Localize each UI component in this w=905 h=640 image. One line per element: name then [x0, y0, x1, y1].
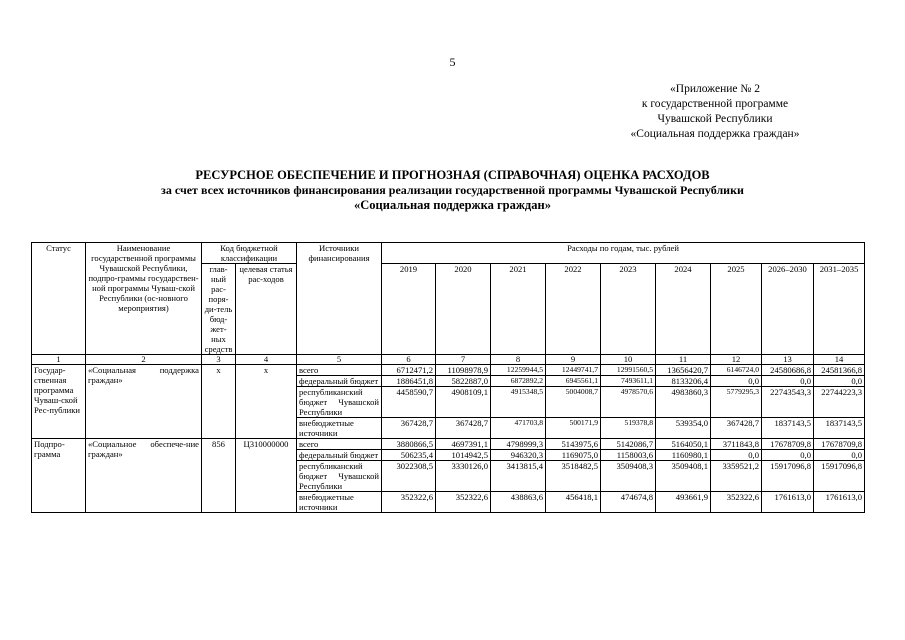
page-number: 5	[449, 55, 456, 69]
appendix-line: к государственной программе	[641, 98, 789, 110]
value-cell: 1014942,5	[436, 450, 491, 461]
value-cell: 3359521,2	[711, 461, 762, 492]
value-cell: 506235,4	[382, 450, 436, 461]
value-cell: 0,0	[762, 450, 814, 461]
value-cell: 11098978,9	[436, 365, 491, 376]
appendix-note	[585, 82, 845, 142]
header-year: 2024	[656, 264, 711, 355]
value-cell: 4915348,5	[491, 387, 546, 418]
value-cell: 474674,8	[601, 492, 656, 513]
value-cell: 1761613,0	[762, 492, 814, 513]
header-year: 2023	[601, 264, 656, 355]
value-cell: 3509408,1	[656, 461, 711, 492]
column-number: 12	[711, 355, 762, 365]
document-title	[0, 168, 905, 213]
row-grbs: 856	[202, 439, 236, 513]
header-expenses: Расходы по годам, тыс. рублей	[382, 243, 865, 264]
title-line-2: за счет всех источников финансирования реализации государственной программы Чувашской Республики	[161, 183, 744, 197]
value-cell: 12259944,5	[491, 365, 546, 376]
value-cell: 493661,9	[656, 492, 711, 513]
value-cell: 4908109,1	[436, 387, 491, 418]
value-cell: 5822887,0	[436, 376, 491, 387]
header-code-target: целевая статья рас-ходов	[236, 264, 297, 355]
header-row	[32, 243, 865, 264]
row-grbs: х	[202, 365, 236, 439]
value-cell: 5779295,3	[711, 387, 762, 418]
value-cell: 5004008,7	[546, 387, 601, 418]
header-year: 2031–2035	[814, 264, 865, 355]
value-cell: 352322,6	[711, 492, 762, 513]
value-cell: 539354,0	[656, 418, 711, 439]
header-name: Наименование государственной программы Чувашской Республики, подпро-граммы государствен-ной программы Чуваш-ской Республики (ос-новного мероприятия)	[86, 243, 202, 355]
column-number: 1	[32, 355, 86, 365]
value-cell: 471703,8	[491, 418, 546, 439]
column-number: 10	[601, 355, 656, 365]
header-year: 2022	[546, 264, 601, 355]
row-name: «Социальное обеспече-ние граждан»	[86, 439, 202, 513]
value-cell: 1886451,8	[382, 376, 436, 387]
value-cell: 15917096,8	[762, 461, 814, 492]
header-year: 2026–2030	[762, 264, 814, 355]
appendix-line: «Социальная поддержка граждан»	[630, 128, 800, 140]
value-cell: 6945561,1	[546, 376, 601, 387]
header-sources: Источники финансирования	[297, 243, 382, 355]
column-number: 14	[814, 355, 865, 365]
column-number: 4	[236, 355, 297, 365]
row-status: Подпро-грамма	[32, 439, 86, 513]
value-cell: 352322,6	[382, 492, 436, 513]
value-cell: 1169075,0	[546, 450, 601, 461]
value-cell: 3880866,5	[382, 439, 436, 450]
value-cell: 3518482,5	[546, 461, 601, 492]
column-number: 9	[546, 355, 601, 365]
value-cell: 500171,9	[546, 418, 601, 439]
column-number: 13	[762, 355, 814, 365]
row-target: Ц310000000	[236, 439, 297, 513]
row-target: х	[236, 365, 297, 439]
row-status: Государ-ственная программа Чуваш-ской Рес-публики	[32, 365, 86, 439]
row-source: всего	[297, 439, 382, 450]
value-cell: 8133206,4	[656, 376, 711, 387]
value-cell: 0,0	[762, 376, 814, 387]
column-number: 5	[297, 355, 382, 365]
header-code-grbs: глав-ный рас-поря-ди-тель бюд-жет-ных средств	[202, 264, 236, 355]
row-source: республиканский бюджет Чувашской Республики	[297, 461, 382, 492]
value-cell: 0,0	[711, 450, 762, 461]
column-number-row	[32, 355, 865, 365]
value-cell: 24580686,8	[762, 365, 814, 376]
appendix-line: «Приложение № 2	[670, 83, 760, 95]
row-source: внебюджетные источники	[297, 418, 382, 439]
row-source: внебюджетные источники	[297, 492, 382, 513]
value-cell: 1160980,1	[656, 450, 711, 461]
row-source: федеральный бюджет	[297, 376, 382, 387]
value-cell: 1158003,6	[601, 450, 656, 461]
value-cell: 5142086,7	[601, 439, 656, 450]
value-cell: 3413815,4	[491, 461, 546, 492]
value-cell: 4983860,3	[656, 387, 711, 418]
title-line-3: «Социальная поддержка граждан»	[354, 198, 551, 212]
row-name: «Социальная поддержка граждан»	[86, 365, 202, 439]
value-cell: 0,0	[711, 376, 762, 387]
value-cell: 7493611,1	[601, 376, 656, 387]
row-source: республиканский бюджет Чувашской Республики	[297, 387, 382, 418]
value-cell: 22743543,3	[762, 387, 814, 418]
value-cell: 3330126,0	[436, 461, 491, 492]
value-cell: 3509408,3	[601, 461, 656, 492]
header-status: Статус	[32, 243, 86, 355]
value-cell: 17678709,8	[814, 439, 865, 450]
column-number: 2	[86, 355, 202, 365]
value-cell: 367428,7	[382, 418, 436, 439]
value-cell: 4697391,1	[436, 439, 491, 450]
value-cell: 15917096,8	[814, 461, 865, 492]
header-year: 2019	[382, 264, 436, 355]
header-year: 2020	[436, 264, 491, 355]
value-cell: 13656420,7	[656, 365, 711, 376]
value-cell: 367428,7	[711, 418, 762, 439]
value-cell: 0,0	[814, 376, 865, 387]
resource-table	[31, 242, 865, 513]
row-source: всего	[297, 365, 382, 376]
value-cell: 519378,8	[601, 418, 656, 439]
column-number: 6	[382, 355, 436, 365]
value-cell: 0,0	[814, 450, 865, 461]
value-cell: 438863,6	[491, 492, 546, 513]
value-cell: 946320,3	[491, 450, 546, 461]
table-row	[32, 365, 865, 376]
value-cell: 6872892,2	[491, 376, 546, 387]
header-year: 2021	[491, 264, 546, 355]
value-cell: 1837143,5	[814, 418, 865, 439]
value-cell: 5143975,6	[546, 439, 601, 450]
value-cell: 1761613,0	[814, 492, 865, 513]
row-source: федеральный бюджет	[297, 450, 382, 461]
column-number: 7	[436, 355, 491, 365]
value-cell: 12449741,7	[546, 365, 601, 376]
value-cell: 5164050,1	[656, 439, 711, 450]
value-cell: 352322,6	[436, 492, 491, 513]
title-line-1: РЕСУРСНОЕ ОБЕСПЕЧЕНИЕ И ПРОГНОЗНАЯ (СПРАВОЧНАЯ) ОЦЕНКА РАСХОДОВ	[195, 168, 710, 182]
appendix-line: Чувашской Республики	[657, 113, 773, 125]
value-cell: 24581366,8	[814, 365, 865, 376]
value-cell: 17678709,8	[762, 439, 814, 450]
value-cell: 12991560,5	[601, 365, 656, 376]
column-number: 8	[491, 355, 546, 365]
value-cell: 6146724,0	[711, 365, 762, 376]
value-cell: 3711843,8	[711, 439, 762, 450]
header-year: 2025	[711, 264, 762, 355]
table-row	[32, 439, 865, 450]
column-number: 11	[656, 355, 711, 365]
value-cell: 3022308,5	[382, 461, 436, 492]
value-cell: 1837143,5	[762, 418, 814, 439]
value-cell: 4798999,3	[491, 439, 546, 450]
value-cell: 4458590,7	[382, 387, 436, 418]
value-cell: 367428,7	[436, 418, 491, 439]
value-cell: 456418,1	[546, 492, 601, 513]
value-cell: 4978570,6	[601, 387, 656, 418]
value-cell: 6712471,2	[382, 365, 436, 376]
header-code: Код бюджетной классификации	[202, 243, 297, 264]
value-cell: 22744223,3	[814, 387, 865, 418]
column-number: 3	[202, 355, 236, 365]
